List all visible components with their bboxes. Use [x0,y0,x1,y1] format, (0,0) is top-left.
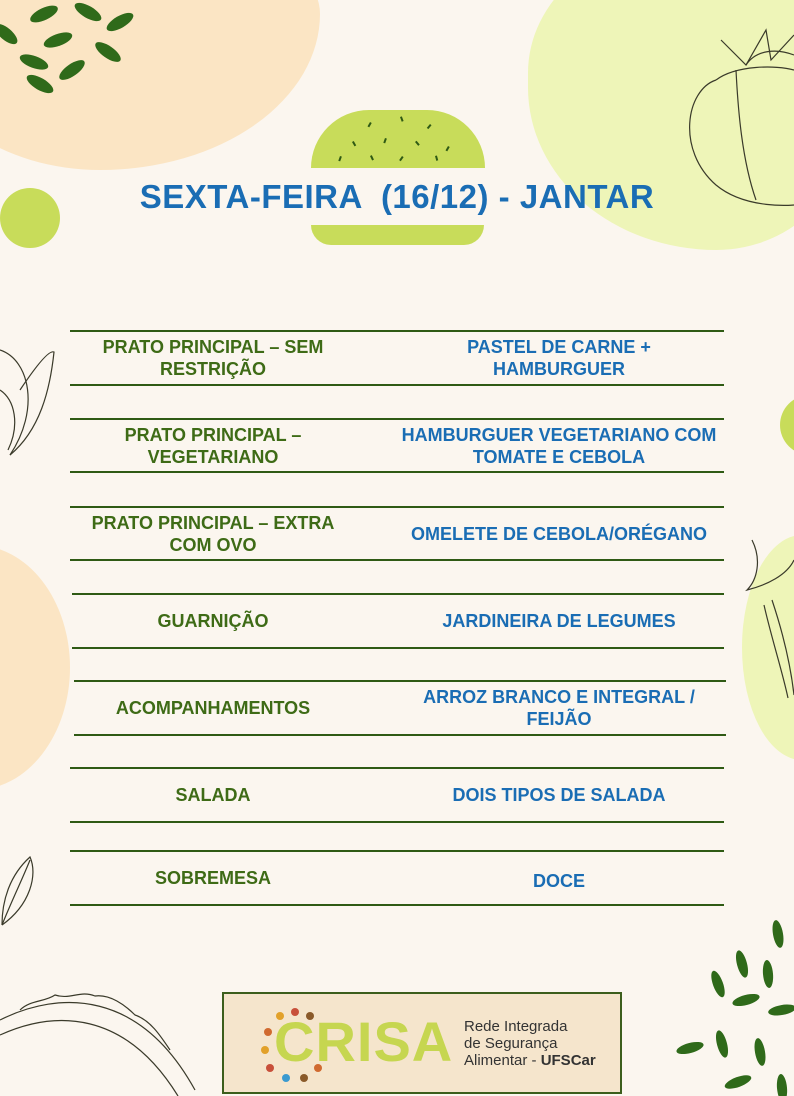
page-title: SEXTA-FEIRA (16/12) - JANTAR [139,178,655,215]
table-rule [70,559,724,561]
peach-blob-mid-left [0,545,70,790]
table-rule [70,904,724,906]
menu-value-main-dish: PASTEL DE CARNE + HAMBURGUER [467,337,651,379]
logo-wordmark: CRISA [274,1010,454,1073]
table-rule [70,471,724,473]
menu-label-main-dish: PRATO PRINCIPAL – SEM RESTRIÇÃO [102,337,324,379]
logo-tagline: Rede Integrada de Segurança Alimentar - UFSCar [464,1018,596,1069]
table-rule [74,680,726,682]
menu-value-accompaniments: ARROZ BRANCO E INTEGRAL / FEIJÃO [423,687,695,729]
table-rule [74,734,726,736]
crisa-logo [222,992,622,1094]
menu-label-accompaniments: ACOMPANHAMENTOS [115,698,311,718]
table-rule [72,593,724,595]
menu-label-egg: PRATO PRINCIPAL – EXTRA COM OVO [91,513,335,555]
table-rule [70,330,724,332]
lime-dot-right [780,395,794,455]
table-rule [70,821,724,823]
lettuce-icon [0,855,40,930]
table-rule [70,850,724,852]
menu-value-vegetarian: HAMBURGUER VEGETARIANO COM TOMATE E CEBOLA [401,425,717,467]
lettuce-icon [0,330,56,460]
taco-icon [0,980,200,1096]
burger-bun-bottom [311,225,484,245]
menu-value-egg: OMELETE DE CEBOLA/ORÉGANO [410,524,707,544]
table-rule [70,767,724,769]
menu-value-side: JARDINEIRA DE LEGUMES [442,611,676,631]
seeds-icon [670,912,794,1096]
sesame-seeds-icon [330,112,470,164]
lettuce-icon [742,530,794,700]
menu-label-vegetarian: PRATO PRINCIPAL – VEGETARIANO [124,425,302,467]
menu-value-dessert: DOCE [532,871,585,891]
table-rule [70,506,724,508]
menu-label-dessert: SOBREMESA [154,868,271,888]
menu-value-salad: DOIS TIPOS DE SALADA [452,785,666,805]
table-rule [70,384,724,386]
leaf-sprigs-icon [0,0,140,100]
menu-label-salad: SALADA [175,785,251,805]
table-rule [70,418,724,420]
table-rule [72,647,724,649]
menu-label-side: GUARNIÇÃO [157,611,269,631]
